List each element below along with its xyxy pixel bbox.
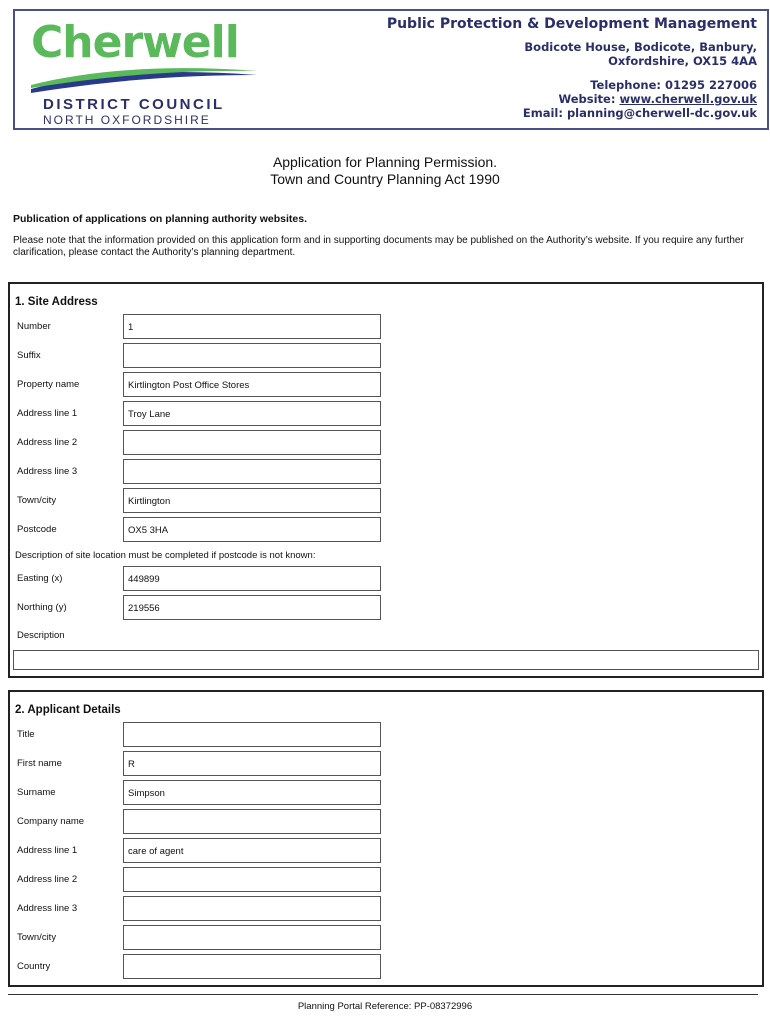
form-title: Application for Planning Permission. Town and Country Planning Act 1990 <box>270 154 500 187</box>
first-name-input[interactable]: R <box>123 751 381 776</box>
field-applicant-address-line-2: Address line 2 <box>10 867 762 892</box>
field-postcode: Postcode OX5 3HA <box>10 517 762 542</box>
applicant-address-line-2-input[interactable] <box>123 867 381 892</box>
field-address-line-2: Address line 2 <box>10 430 762 455</box>
applicant-address-line-3-input[interactable] <box>123 896 381 921</box>
field-address-line-1: Address line 1 Troy Lane <box>10 401 762 426</box>
email-link[interactable]: planning@cherwell-dc.gov.uk <box>566 106 757 120</box>
email-line: Email: planning@cherwell-dc.gov.uk <box>522 106 757 120</box>
surname-input[interactable]: Simpson <box>123 780 381 805</box>
publication-text: Please note that the information provided on this application form and in supporting documents may be published on the Authority’s website. If you require any further clarification, please contact the Authority’s planning department. <box>13 235 744 258</box>
field-title: Title <box>10 722 762 747</box>
logo-swoosh-icon <box>29 65 259 95</box>
description-label: Description <box>17 630 65 641</box>
postcode-input[interactable]: OX5 3HA <box>123 517 381 542</box>
country-input[interactable] <box>123 954 381 979</box>
address-line-2: Oxfordshire, OX15 4AA <box>608 54 757 68</box>
field-suffix: Suffix <box>10 343 762 368</box>
publication-heading: Publication of applications on planning authority websites. <box>13 213 308 225</box>
cherwell-logo <box>25 17 265 127</box>
field-applicant-address-line-3: Address line 3 <box>10 896 762 921</box>
contact-block <box>387 15 757 120</box>
town-city-input[interactable]: Kirtlington <box>123 488 381 513</box>
portal-reference: Planning Portal Reference: PP-08372996 <box>297 1001 473 1012</box>
logo-district-council: DISTRICT COUNCIL <box>43 96 225 113</box>
section-title: 1. Site Address <box>15 296 98 308</box>
easting-input[interactable]: 449899 <box>123 566 381 591</box>
field-surname: Surname Simpson <box>10 780 762 805</box>
logo-north-oxfordshire: NORTH OXFORDSHIRE <box>43 113 211 127</box>
applicant-address-line-1-input[interactable]: care of agent <box>123 838 381 863</box>
company-name-input[interactable] <box>123 809 381 834</box>
address-line-2-input[interactable] <box>123 430 381 455</box>
description-input[interactable] <box>13 650 759 670</box>
field-town-city: Town/city Kirtlington <box>10 488 762 513</box>
number-input[interactable]: 1 <box>123 314 381 339</box>
address-line-3-input[interactable] <box>123 459 381 484</box>
field-number: Number 1 <box>10 314 762 339</box>
field-company-name: Company name <box>10 809 762 834</box>
suffix-input[interactable] <box>123 343 381 368</box>
field-property-name: Property name Kirtlington Post Office Stores <box>10 372 762 397</box>
field-applicant-town-city: Town/city <box>10 925 762 950</box>
letterhead <box>13 9 769 130</box>
northing-input[interactable]: 219556 <box>123 595 381 620</box>
site-address-section <box>8 282 764 678</box>
address-line-1: Bodicote House, Bodicote, Banbury, <box>524 40 757 54</box>
department-name: Public Protection & Development Management <box>386 16 757 32</box>
field-country: Country <box>10 954 762 979</box>
field-applicant-address-line-1: Address line 1 care of agent <box>10 838 762 863</box>
footer-divider <box>8 994 758 995</box>
applicant-town-city-input[interactable] <box>123 925 381 950</box>
field-northing: Northing (y) 219556 <box>10 595 762 620</box>
property-name-input[interactable]: Kirtlington Post Office Stores <box>123 372 381 397</box>
section-title: 2. Applicant Details <box>15 704 121 716</box>
website-link[interactable]: www.cherwell.gov.uk <box>619 92 757 106</box>
telephone: Telephone: 01295 227006 <box>590 78 757 92</box>
logo-wordmark: Cherwell <box>31 17 239 68</box>
location-note: Description of site location must be completed if postcode is not known: <box>15 550 316 561</box>
field-first-name: First name R <box>10 751 762 776</box>
field-easting: Easting (x) 449899 <box>10 566 762 591</box>
address-line-1-input[interactable]: Troy Lane <box>123 401 381 426</box>
title-input[interactable] <box>123 722 381 747</box>
website-line: Website: www.cherwell.gov.uk <box>558 92 757 106</box>
field-address-line-3: Address line 3 <box>10 459 762 484</box>
applicant-details-section <box>8 690 764 987</box>
